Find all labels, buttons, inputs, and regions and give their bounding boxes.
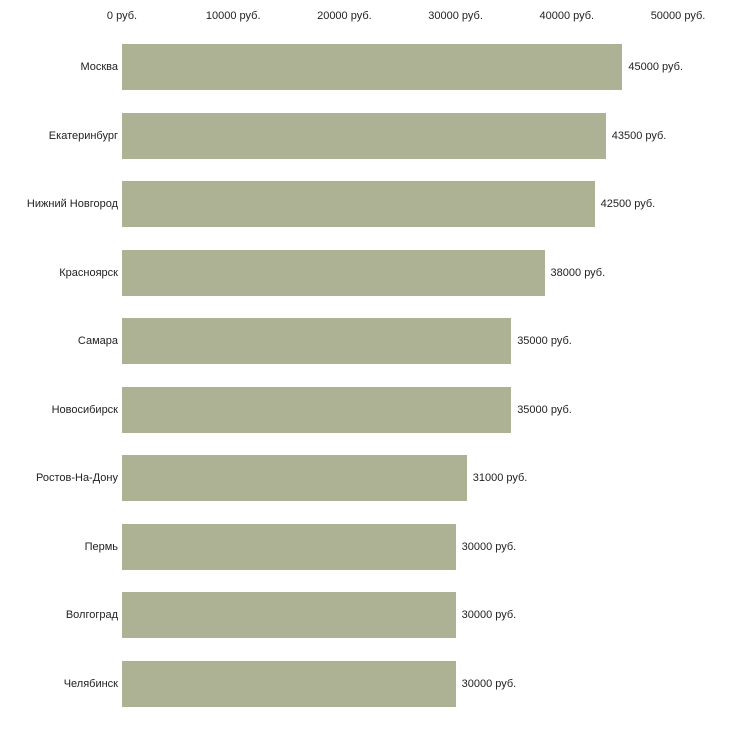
bar-value-label: 42500 руб. (600, 198, 656, 211)
x-axis-tick-label: 10000 руб. (205, 10, 261, 22)
bar-value-label: 45000 руб. (628, 61, 684, 74)
bar[interactable] (122, 113, 606, 159)
category-label: Волгоград (65, 609, 118, 622)
bar[interactable] (122, 44, 622, 90)
bar[interactable] (122, 387, 511, 433)
category-label: Самара (77, 335, 118, 348)
bar[interactable] (122, 661, 456, 707)
category-label: Новосибирск (51, 403, 118, 416)
x-axis-tick-label: 20000 руб. (317, 10, 372, 22)
bar-value-label: 43500 руб. (611, 129, 667, 142)
bar-value-label: 30000 руб. (461, 540, 517, 553)
category-label: Москва (80, 61, 118, 74)
bar[interactable] (122, 250, 545, 296)
bar-value-label: 35000 руб. (517, 403, 572, 416)
bar[interactable] (122, 592, 456, 638)
bar-value-label: 30000 руб. (461, 609, 517, 622)
bar-value-label: 31000 руб. (472, 472, 528, 485)
category-label: Екатеринбург (48, 129, 118, 142)
bar[interactable] (122, 455, 467, 501)
bar[interactable] (122, 524, 456, 570)
bar-value-label: 38000 руб. (550, 266, 606, 279)
x-axis-tick-label: 40000 руб. (539, 10, 595, 22)
bar-value-label: 35000 руб. (517, 335, 572, 348)
bar-value-label: 30000 руб. (461, 677, 517, 690)
x-axis-tick-label: 0 руб. (106, 10, 138, 22)
x-axis-tick-label: 50000 руб. (650, 10, 706, 22)
category-label: Пермь (84, 540, 118, 553)
category-label: Челябинск (63, 677, 118, 690)
category-label: Ростов-На-Дону (35, 472, 118, 485)
category-label: Нижний Новгород (26, 198, 118, 211)
bar[interactable] (122, 318, 511, 364)
bar[interactable] (122, 181, 595, 227)
x-axis-tick-label: 30000 руб. (428, 10, 483, 22)
category-label: Красноярск (59, 266, 118, 279)
